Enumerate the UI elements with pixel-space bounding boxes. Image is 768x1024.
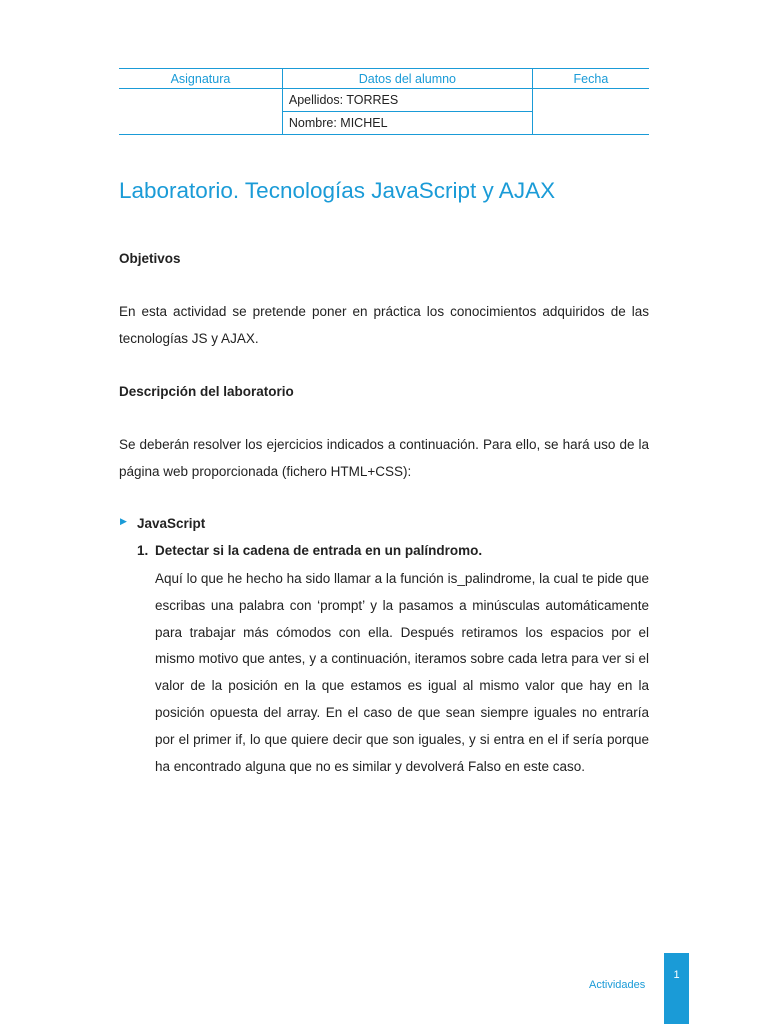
header-asignatura: Asignatura [119,69,282,89]
student-info-table [119,68,649,135]
asignatura-cell [119,89,282,135]
objectives-text: En esta actividad se pretende poner en práctica los conocimientos adquiridos de las tecnologías JS y AJAX. [119,304,649,346]
description-heading: Descripción del laboratorio [119,384,294,399]
bullet-javascript: JavaScript [137,516,206,531]
header-fecha: Fecha [532,69,649,89]
footer-label: Actividades [589,979,646,991]
item-number: 1. [137,543,149,558]
apellidos-cell: Apellidos: TORRES [282,89,532,112]
item-title: Detectar si la cadena de entrada en un palíndromo. [155,543,483,558]
item-body: Aquí lo que he hecho ha sido llamar a la función is_palindrome, la cual te pide que escribas una palabra con ‘prompt’ y la pasamos a minúsculas automáticamente para trabajar más cómodos con ella. Después retiramos los espacios por el mismo motivo que antes, y a continuación, iteramos sobre cada letra para ver si el valor de la posición en la que estamos es igual al mismo valor que hay en la posición opuesta del array. En el caso de que sean siempre iguales no entraría por el primer if, lo que quiere decir que son iguales, y si entra en el if sería porque ha encontrado alguna que no es similar y devolverá Falso en este caso. [155,571,649,774]
document-title: Laboratorio. Tecnologías JavaScript y AJAX [119,178,556,203]
objectives-heading: Objetivos [119,251,181,266]
page-number: 1 [673,969,680,981]
nombre-cell: Nombre: MICHEL [282,112,532,135]
triangle-right-icon: ▶ [120,516,127,526]
fecha-cell [532,89,649,135]
description-text: Se deberán resolver los ejercicios indicados a continuación. Para ello, se hará uso de la página web proporcionada (fichero HTML+CSS): [119,437,649,479]
page-number-tab [664,953,689,1024]
header-datos-alumno: Datos del alumno [282,69,532,89]
